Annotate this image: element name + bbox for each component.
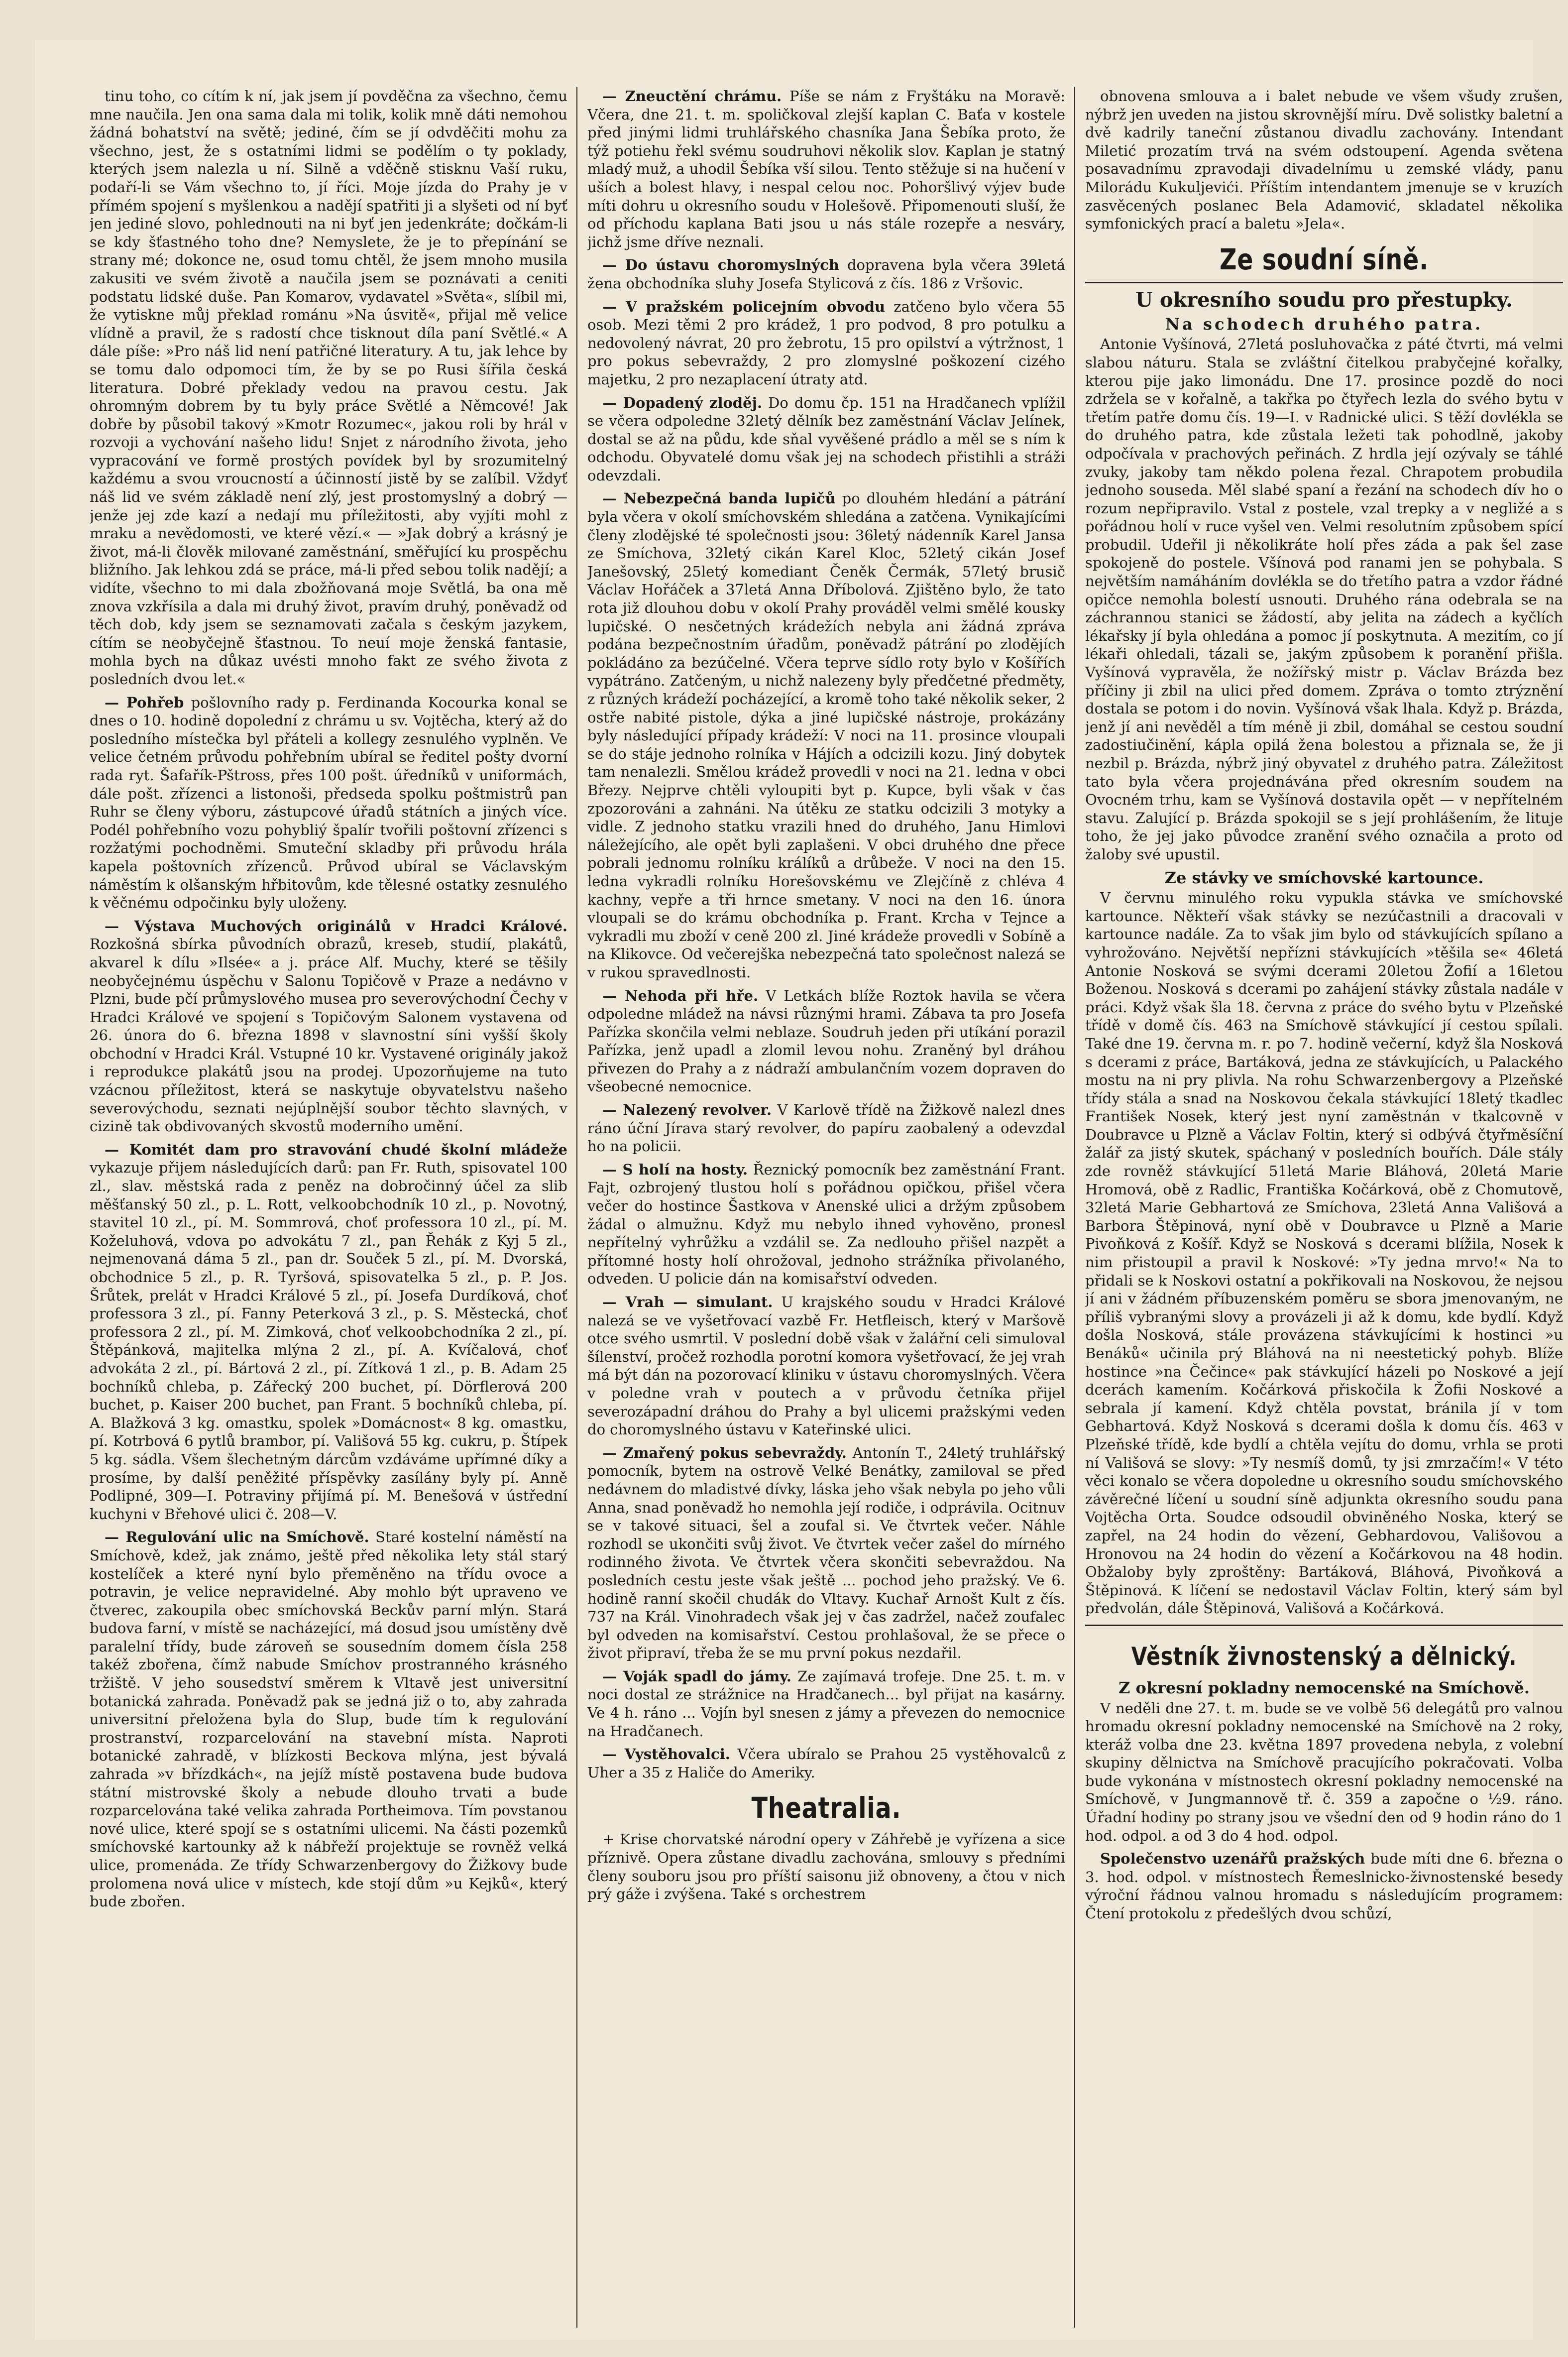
- column-divider: [1074, 87, 1075, 2328]
- article-robber-band: — Nebezpečná banda lupičů po dlouhém hledání a pátrání byla včera v okolí smíchovském shledána a zatčena. Vynikajícími členy zlodějské té společnosti jsou: 36letý nádenník Karel Jansa ze Smíchova, 32letý cikán Karel Kloc, 52letý cikán Josef Janešovský, 25letý komediant Čeněk Čermák, 57letý brusič Václav Hořáček a 37letá Anna Dříbolová. Zjištěno bylo, že tato rota již dlouhou dobu v okolí Prahy prováděl velmi smělé kousky lupičské. O nesčetných krádežích nebyla ani žádná zpráva podána bezpečnostním úřadům, poněvadž pátrání po zlodějích pokládáno za bezúčelné. Včera teprve sídlo roty bylo v Košířích vypátráno. Zatčeným, u nichž nalezeny byly předčetné předměty, z různých krádeží pocházející, a kromě toho také několik seker, 2 ostře nabité pistole, dýka a jiné lupičské nástroje, prokázány byly následující případy krádeží: V noci na 11. prosince vloupali se do stáje jednoho rolníka v Hájích a odcizili kozu. Jiný dobytek tam nenalezli. Smělou krádež provedli v noci na 21. ledna v obci Březy. Nejprve chtěli vyloupiti byt p. Kupce, byli však v čas zpozorováni a zahnáni. Na útěku ze statku odcizili 3 motyky a vidle. Z jednoho statku vrazili hned do druhého, Janu Himlovi náležejícího, ale opět byli zaplašeni. V obci druhého dne přece pobrali jednomu rolníku králíků a drůbeže. V noci na den 15. ledna vykradli rolníku Horešovskému ve Zlejčíně z chléva 4 kachny, vepře a tři hrnce smetany. V noci na den 16. února vloupali se do krámu obchodníka p. Frant. Krcha v Tejnce a vykradli mu zboží v ceně 200 zl. Jiné krádeže provedli v Sobíně a na Klikovce. Od večerejška nebezpečná tato společnost nalezá se v rukou spravedlnosti.: [587, 490, 1065, 981]
- court-subheading: Na schodech druhého patra.: [1165, 314, 1483, 334]
- article-sickness-fund: V neděli dne 27. t. m. bude se ve volbě 56 delegátů pro valnou hromadu okresní pokladny nemocenské na Smíchově na 2 roky, kteráž volba dne 23. května 1897 provedena nebyla, z volební skupiny dělnictva na Smíchově pracujícího pokračovati. Volba bude vykonána v místnostech okresní pokladny nemocenské na Smíchově, v Jungmannově tř. č. 359 a započne o ½9. ráno. Úřadní hodiny po strany jsou ve všední den od 9 hodin ráno do 1 hod. odpol. a od 3 do 4 hod. odpol.: [1085, 1699, 1563, 1844]
- court-subheading-strike: Ze stávky ve smíchovské kartounce.: [1164, 868, 1484, 887]
- article-church: — Zneuctění chrámu. Píše se nám z Fryštáku na Moravě: Včera, dne 21. t. m. spoličkoval zlejší kaplan C. Baťa v kostele před jinými lidmi truhlářského chasníka Jana Šebíka proto, že týž potiehu řekl svému soudruhovi několik slov. Kaplan je statný mladý muž, a uhodil Šebíka vší silou. Tento stěžuje si na hučení v uších a bolest hlavy, i nespal celou noc. Pohoršlivý výjev bude míti dohru u okresního soudu v Holešově. Připomenouti sluší, že od příchodu kaplana Bati jsou u nás stále rozepře a nesváry, jichž jsme dříve neznali.: [587, 88, 1065, 250]
- industry-section: [1085, 1625, 1563, 1923]
- section-title-court: Ze soudní síně.: [1219, 242, 1429, 276]
- industry-subheading: Z okresní pokladny nemocenské na Smíchově.: [1118, 1678, 1530, 1697]
- article-court-case: Antonie Vyšínová, 27letá posluhovačka z páté čtvrti, má velmi slabou náturu. Stala se zvláštní čitelkou prabyčejné kořalky, kterou pije jako limonádu. Dne 17. prosince pozdě do noci zdržela se v kořalně, a takřka po čtyřech lezla do svého bytu v třetím patře domu čís. 19—I. v Radnické ulici. S těží dovlékla se do druhého patra, kde zůstala ležeti tak pohodlně, jakoby odpočívala v prachových peřinách. Z hrdla její ozývaly se táhlé zvuky, jakoby tam někdo polena řezal. Chrapotem probudila jednoho souseda. Měl slabé spaní a řezání na schodech dív ho o rozum nepřipravilo. Vstal z postele, vzal trepky a v negližé a s pořádnou holí v ruce vyšel ven. Velmi resolutním způsobem spící probudil. Udeřil ji několikráte holí přes záda a pak šel zase spokojeně do postele. Všínová pod ranami jen se pohybala. S největším namáháním dovlékla se do třetího patra a vzdor řádné opičce nemohla bolestí usnouti. Druhého rána odebrala se na záchrannou stanici se žádostí, aby jelita na zádech a kyčlích lékařsky jí byla ohledána a pomoc jí poskytnuta. A mezitím, co jí lékaři ohledali, tázali se, jakým způsobem k poranění přišla. Vyšínová vypravěla, že nožířský mistr p. Václav Brázda bez příčiny ji zbil na ulici před domem. Zpráva o tomto ztrýznění dostala se potom i do novin. Vyšínová však lhala. Když p. Brázda, jenž jí ani nevěděl a tím méně ji zbil, domáhal se cestou soudní zadostiučinění, kápla opilá žena bolestou a přiznala se, že ji nezbil p. Brázda, nýbrž jiný obyvatel z druhého patra. Záležitost tato byla včera projednávána před okresním soudem na Ovocném trhu, kam se Vyšínová dostavila opět — v nepřítelném stavu. Zalující p. Brázda spokojil se s její prohlášením, že lituje toho, že jej jako původce zranění svého označila a proto od žaloby své upustil.: [1085, 336, 1563, 863]
- section-title-industry: Věstník živnostenský a dělnický.: [1131, 1642, 1517, 1671]
- column-divider: [576, 87, 577, 2328]
- article-revolver: — Nalezený revolver. V Karlově třídě na Žižkově nalezl dnes ráno úční Jírava starý revolver, do papíru zaobalený a odevzdal ho na policii.: [587, 1101, 1065, 1155]
- column-middle: [587, 87, 1065, 2333]
- court-heading: U okresního soudu pro přestupky.: [1085, 282, 1563, 312]
- article-simulant: — Vrah — simulant. U krajského soudu v Hradci Králové nalezá se ve vyšetřovací vazbě Fr. Hetfleisch, který v Maršově otce svého usmrtil. V poslední době však v žalářní celi simuloval šílenství, pročež rozhodla porotní komora vyšetřovací, že jej vrah má být dán na pozorovací kliniku v ústavu choromyslných. Včera v poledne vrah v poutech a v průvodu četníka přijel severozápadní dráhou do Prahy a byl ulicemi pražskými veden do choromyslného ústavu v Kateřinské ulici.: [587, 1294, 1065, 1438]
- article-asylum: — Do ústavu choromyslných dopravena byla včera 39letá žena obchodníka sluhy Josefa Stylicová z čís. 186 z Vršovic.: [587, 256, 1065, 292]
- article-funeral: — Pohřeb pošlovního rady p. Ferdinanda Kocourka konal se dnes o 10. hodině dopolední z chrámu u sv. Vojtěcha, který až do posledního místečka byl přáteli a kollegy zesnulého vyplněn. Ve velice četném průvodu pohřebním ubíral se ředitel pošty dvorní rada ryt. Šafařík-Pštross, přes 100 pošt. úředníků v uniformách, dále pošt. zřízenci a listonoši, předseda spolku poštmistrů pan Ruhr se členy výboru, zástupcové úřadů státních a jiných více. Podél pohřebního vozu pohybliý špalír tvořili poštovní zřízenci s rozžatými pochodněmi. Smuteční skladby při průvodu hrála kapela poštovních zřízenců. Průvod ubíral se Václavským náměstím k olšanským hřbitovům, kde tělesné ostatky zesnulého k věčnému odpočinku byly uloženy.: [90, 694, 567, 912]
- column-left: [90, 87, 567, 2333]
- article-continuation: tinu toho, co cítím k ní, jak jsem jí povděčna za všechno, čemu mne naučila. Jen ona sama dala mi tolik, kolik mně dáti nemohou žádná bohatství na světě; jediné, čím se jí odvděčiti mohu za všechno, jest, že s ostatními lidmi se podělím o ty poklady, kterých jsem nalezla u ní. Silně a vděčně stisknu Vaší ruku, podaří-li se Vám všechno to, jí říci. Moje jízda do Prahy je v přímém spojení s myšlenkou a nadějí spatřiti ji a slyšeti od ní byť jen jediné slovo, pohlednouti na ni byť jen jedenkráte; dočkám-li se kdy šťastného toho dne? Nemyslete, že je to přepínání se strany mé; dokonce ne, osud tomu chtěl, že jsem mnoho musila zakusiti ve svém životě a naučila jsem se poznávati a ceniti podstatu lidské duše. Pan Komarov, vydavatel »Světa«, slíbil mi, že vytiskne můj překlad románu »Na úsvitě«, přijal mě velice vlídně a pravil, že s radostí chce tisknout díla paní Světlé.« A dále píše: »Pro náš lid není patřičné literatury. A tu, jak lehce by se tomu dalo odpomoci tím, že by se po Rusi šířila česká literatura. Dobré překlady vedou na pravou cestu. Jak ohromným dobrem by tu byly práce Světlé a Němcové! Jak dobře by působil takový »Kmotr Rozumec«, jakou roli by hrál v rozvoji a vychování našeho lidu! Snjet z národního života, jeho vypracování ve formě prostých povídek byl by srozumitelný každému a svou vroucností a účinností jistě by se zalíbil. Vždyť náš lid ve svém základě není zlý, jest prostomyslný a dobrý — jenže jej zde kazí a nedají mu příležitosti, aby vyjíti mohl z mraku a nevědomosti, ve které vězí.« — »Jak dobrý a krásný je život, má-li člověk milované zaměstnání, směřující ku prospěchu bližního. Jak lehkou zdá se práce, má-li před sebou tolik nadějí; a vidíte, všechno to mi dala zbožňovaná moje Světlá, ba ona mě znova vzkřísila a dala mi druhý život, pravím druhý, poněvadž od těch dob, kdy jsem se seznamovati začala s českým jazykem, cítím se neobyčejně šťastnou. To neuí moje ženská fantasie, mohla bych na důkaz uvésti mnoho fakt ze svého života z posledních dvou let.«: [90, 88, 567, 688]
- article-emigrants: — Vystěhovalci. Včera ubíralo se Prahou 25 vystěhovalců z Uher a 35 z Haliče do Ameriky.: [587, 1746, 1065, 1781]
- article-theatre: + Krise chorvatské národní opery v Záhřebě je vyřízena a sice příznivě. Opera zůstane divadlu zachována, smlouvy s předními členy souboru jsou pro příští saisonu již obnoveny, a čtou v nich prý gáže i zvýšena. Také s orchestrem: [587, 1831, 1065, 1903]
- article-theatre-continuation: obnovena smlouva a i balet nebude ve všem všudy zrušen, nýbrž jen uveden na jistou skrovnější míru. Dvě solistky baletní a dvě kadrily taneční zůstanou divadlu zachovány. Intendant Miletić prozatím trvá na svém odstoupení. Agenda světena posavadnímu zpravodaji divadelnímu u zemské vlády, panu Milorádu Kukuljevići. Příštím intendantem jmenuje se v kruzích zasvěcených poslanec Bela Adamović, skladatel několika symfonických prací a baletu »Jela«.: [1085, 88, 1563, 233]
- article-police-district: — V pražském policejním obvodu zatčeno bylo včera 55 osob. Mezi těmi 2 pro krádež, 1 pro podvod, 8 pro potulku a nedovolený návrat, 20 pro žebrotu, 15 pro opilství a výtržnost, 1 pro pokus sebevraždy, 2 pro zlomyslné poškození cizého majetku, 2 pro nezaplacení útraty atd.: [587, 298, 1065, 388]
- article-soldier: — Voják spadl do jámy. Ze zajímavá trofeje. Dne 25. t. m. v noci dostal ze strážnice na Hradčanech... byl přijat na kasárny. Ve 4 h. ráno ... Vojín byl snesen z jámy a převezen do nemocnice na Hradčanech.: [587, 1667, 1065, 1740]
- article-mucha-exhibition: — Výstava Muchových originálů v Hradci Králové. Rozkošná sbírka původních obrazů, kreseb, studií, plakátů, akvarel k dílu »Ilsée« a j. práce Alf. Muchy, které se těšily neobyčejnému úspěchu v Salonu Topičově v Praze a nedávno v Plzni, bude pčí průmyslového musea pro severovýchodní Čechy v Hradci Králové ve spojení s Topičovým Salonem vystavena od 26. února do 6. března 1898 v slavnostní síni vyšší školy obchodní v Hradci Král. Vstupné 10 kr. Vystavené originály jakož i reprodukce plakátů jsou na prodej. Upozorňujeme na tuto vzácnou příležitost, která se naskytuje obyvatelstvu našeho severovýchodu, seznati nejúplnější soubor těchto slavných, v cizině tak obdivovaných skvostů moderního umění.: [90, 917, 567, 1135]
- section-title-theatralia: Theatralia.: [751, 1791, 901, 1825]
- newspaper-page: [35, 40, 1563, 2340]
- article-school-meals: — Komitét dam pro stravování chudé školní mládeže vykazuje přijem následujících darů: pan Fr. Ruth, spisovatel 100 zl., slav. městská rada z peněz na dobročinný účel za slib měšťanský 50 zl., p. L. Rott, velkoobchodník 10 zl., p. Novotný, stavitel 10 zl., pí. M. Sommrová, choť professora 10 zl., pí. M. Koželuhová, vdova po advokátu 7 zl., pan Řehák z Kyj 5 zl., nejmenovaná dáma 5 zl., pan dr. Souček 5 zl., pí. M. Dvorská, obchodnice 5 zl., p. R. Tyršová, spisovatelka 5 zl., p. P. Jos. Šrůtek, prelát v Hradci Králové 5 zl., pí. Josefa Durdíková, choť professora 3 zl., pí. Fanny Peterková 3 zl., p. S. Městecká, choť professora 2 zl., pí. M. Zimková, choť velkoobchodníka 2 zl., pí. Štěpánková, majitelka mlýna 2 zl., pí. A. Kvíčalová, choť advokáta 2 zl., pí. Bártová 2 zl., pí. Zítková 1 zl., p. B. Adam 25 bochníků chleba, p. Zářecký 200 buchet, pí. Dörflerová 200 buchet, p. Kaiser 200 buchet, pan Frant. 5 bochníků chleba, pí. A. Blažková 3 kg. omastku, spolek »Domácnost« 8 kg. omastku, pí. Kotrbová 6 pytlů brambor, pí. Vališová 55 kg. cukru, p. Štípek 5 kg. sádla. Všem šlechetným dárcům vzdáváme upřímné díky a prosíme, by další peněžité příspěvky zasílány byly pí. Anně Podlipné, 309—I. Potraviny přijímá pí. M. Benešová v ústřední kuchyni v Břehové ulici č. 208—V.: [90, 1141, 567, 1523]
- article-street-regulation: — Regulování ulic na Smíchově. Staré kostelní náměstí na Smíchově, kdež, jak známo, ještě před několika lety stál starý kostelíček a které nyní bylo přeměněno na třídu ovoce a potravin, je velice nepravidelné. Aby mohlo být upraveno ve čtverec, zakoupila obec smíchovská Beckův parní mlýn. Stará budova farní, v místě se nacházející, má dosud jsou umístěny dvě paralelní třídy, bude zároveň se sousedním domem čísla 258 takéž zbořena, čímž nabude Smíchov prostranného krásného tržiště. V jeho sousedství směrem k Vltavě jest universitní botanická zahrada. Poněvadž pak se jedná již o to, aby zahrada universitní přeložena byla do Slup, bude tím k regulování prostranství, rozparcelování na stavební místa. Naproti botanické zahradě, v blízkosti Beckova mlýna, jest bývalá zahrada »v břízdkách«, na jejíž místě postavena bude budova státní mistrovské školy a nebude dlouho trvati a bude rozparcelována také velika zahrada Portheimova. Tím povstanou nové ulice, které spojí se s ostatními ulicemi. Na části pozemků smíchovské kartounky až k nábřeží projektuje se rovněž velká ulice, promenáda. Ze třídy Schwarzenbergovy do Žižkovy bude prolomena nová ulice v místech, kde stojí dům »u Kejků«, který bude zbořen.: [90, 1529, 567, 1910]
- article-stick: — S holí na hosty. Řeznický pomocník bez zaměstnání Frant. Fajt, ozbrojený tlustou holí s pořádnou opičkou, přišel včera večer do hostince Šastkova v Anenské ulici a držým způsobem žádal o almužnu. Když mu nebylo ihned vyhověno, pronesl nepřítelný vyhrůžku a vzdálil se. Za nedlouho přišel nazpět a přítomné hosty holí ohrožoval, jednoho strážníka přivolaného, odveden. U policie dán na komisařství odveden.: [587, 1161, 1065, 1288]
- article-thief: — Dopadený zloděj. Do domu čp. 151 na Hradčanech vplížil se včera odpoledne 32letý dělník bez zaměstnání Václav Jelínek, dostal se až na půdu, kde sňal vyvěšené prádlo a měl se s ním k odchodu. Obyvatelé domu však jej na schodech přistihli a stráži odevzdali.: [587, 394, 1065, 484]
- column-right: [1085, 87, 1563, 2333]
- article-strike-case: V červnu minulého roku vypukla stávka ve smíchovské kartounce. Někteří však stávky se nezúčastnili a dracovali v kartounce nadále. Za to však jim bylo od stávkujících spílano a vyhrožováno. Největší nepřízni stávkujících »těšila se« 46letá Antonie Nosková se svými dcerami 20letou Žofií a 16letou Boženou. Nosková s dcerami po zahájení stávky zůstala nadále v práci. Když však šla 18. června z práce do svého bytu v Plzeňské třídě v domě čís. 463 na Smíchově stávkující jí cestou spílali. Také dne 19. června m. r. po 7. hodině večerní, když šla Nosková s dcerami z práce, Bartáková, jedna ze stávkujících, u Palackého mostu na ni pry plivla. Na rohu Schwarzenbergovy a Plzeňské třídy stála a snad na Noskovou čekala stávkující 18letý tkadlec František Nosek, který jest nyní zaměstnán v tkalcovně v Doubravce u Plzně a Václav Foltin, který si odbývá čtyřměsíční žalář za jistý skutek, spáchaný v posledních bouřích. Dále stály zde rovněž stávkující 51letá Marie Bláhová, 20letá Marie Hromová, obě z Radlic, Františka Kočárková, obě z Chomutově, 32letá Marie Gebhartová ze Smíchova, 23letá Anna Vališová a Barbora Štěpinová, nyní obě v Doubravce u Plzně a Marie Pivoňková z Košíř. Když se Nosková s dcerami blížila, Nosek k nim přistoupil a pravil k Noskové: »Ty jedna mrvo!« Na to přidali se k Noskovi ostatní a pokřikovali na Noskovou, že nejsou jí ani v žádném příbuzenském poměru se sbora jmenovaným, ne příliš vybranými slovy a provázeli ji až k domu, kde bydlí. Když došla Nosková, stále provázena stávkujícími k hostinci »u Benáků« učinila prý Bláhová na ni neestetický pohyb. Blíže hostince »na Čečince« pak stávkující házeli po Noskové a její dcerách kamením. Kočárková přiskočila k Žofii Noskové a sebrala jí kamení. Když chtěla povstat, bránila jí v tom Gebhartová. Když Nosková s dcerami došla k domu čís. 463 v Plzeňské třídě, kde bydlí a chtěla vejítu do domu, vrhla se proti ní Vališová se slovy: »Ty nesmíš domů, ty jsi zmrzačím!« V této věci konalo se včera dopoledne u okresního soudu smíchovského závěrečné líčení u soudní síně adjunkta okresního soudu pana Vojtěcha Orta. Soudce odsoudil obviněného Noska, který se zapřel, na 24 hodin do vězení, Gebhardovou, Vališovou a Hronovou na 24 hodin do vězení a Kočárkovou na 48 hodin. Obžaloby byly zproštěny: Bartáková, Bláhová, Pivoňková a Štěpinová. K líčení se nedostavil Václav Foltin, který sám byl předvolán, dále Štěpinová, Vališová a Kočárková.: [1085, 889, 1563, 1617]
- article-butchers: Společenstvo uzenářů pražských bude míti dne 6. března o 3. hod. odpol. v místnostech Řemeslnicko-živnostenské besedy výroční řádnou valnou hromadu s následujícím programem: Čtení protokolu z předešlých dvou schůzí,: [1085, 1850, 1563, 1922]
- article-suicide-attempt: — Zmařený pokus sebevraždy. Antonín T., 24letý truhlářský pomocník, bytem na ostrově Velké Benátky, zamiloval se před nedávnem do mladistvé dívky, láska jeho však nebyla po jeho vůli Anna, snad poněvadž ho nemohla její rodiče, i odprávila. Ocitnuv se v takové situaci, šel a zoufal si. Ve čtvrtek večer. Náhle rozhodl se ukončiti svůj život. Ve čtvrtek večer zašel do mírného rodinného života. Ve čtvrtek včera skončiti sebevraždou. Na posledních cestu jeste však ještě ... pochod jeho pražský. Ve 6. hodině ranní skočil chudák do Vltavy. Kuchař Arnošt Kult z čís. 737 na Král. Vinohradech však jej v čas zadržel, načež zoufalec byl odveden na komisařství. Cestou prohlašoval, že se přece o život připraví, třeba že se mu první pokus nezdařil.: [587, 1444, 1065, 1662]
- article-accident: — Nehoda při hře. V Letkách blíže Roztok havila se včera odpoledne mládež na návsi různými hrami. Zábava ta pro Josefa Pařízka skončila velmi neblaze. Soudruh jeden při utíkání porazil Pařízka, jenž upadl a zlomil levou nohu. Zraněný byl dráhou přivezen do Prahy a z nádraží ambulančním vozem dopraven do všeobecné nemocnice.: [587, 987, 1065, 1095]
